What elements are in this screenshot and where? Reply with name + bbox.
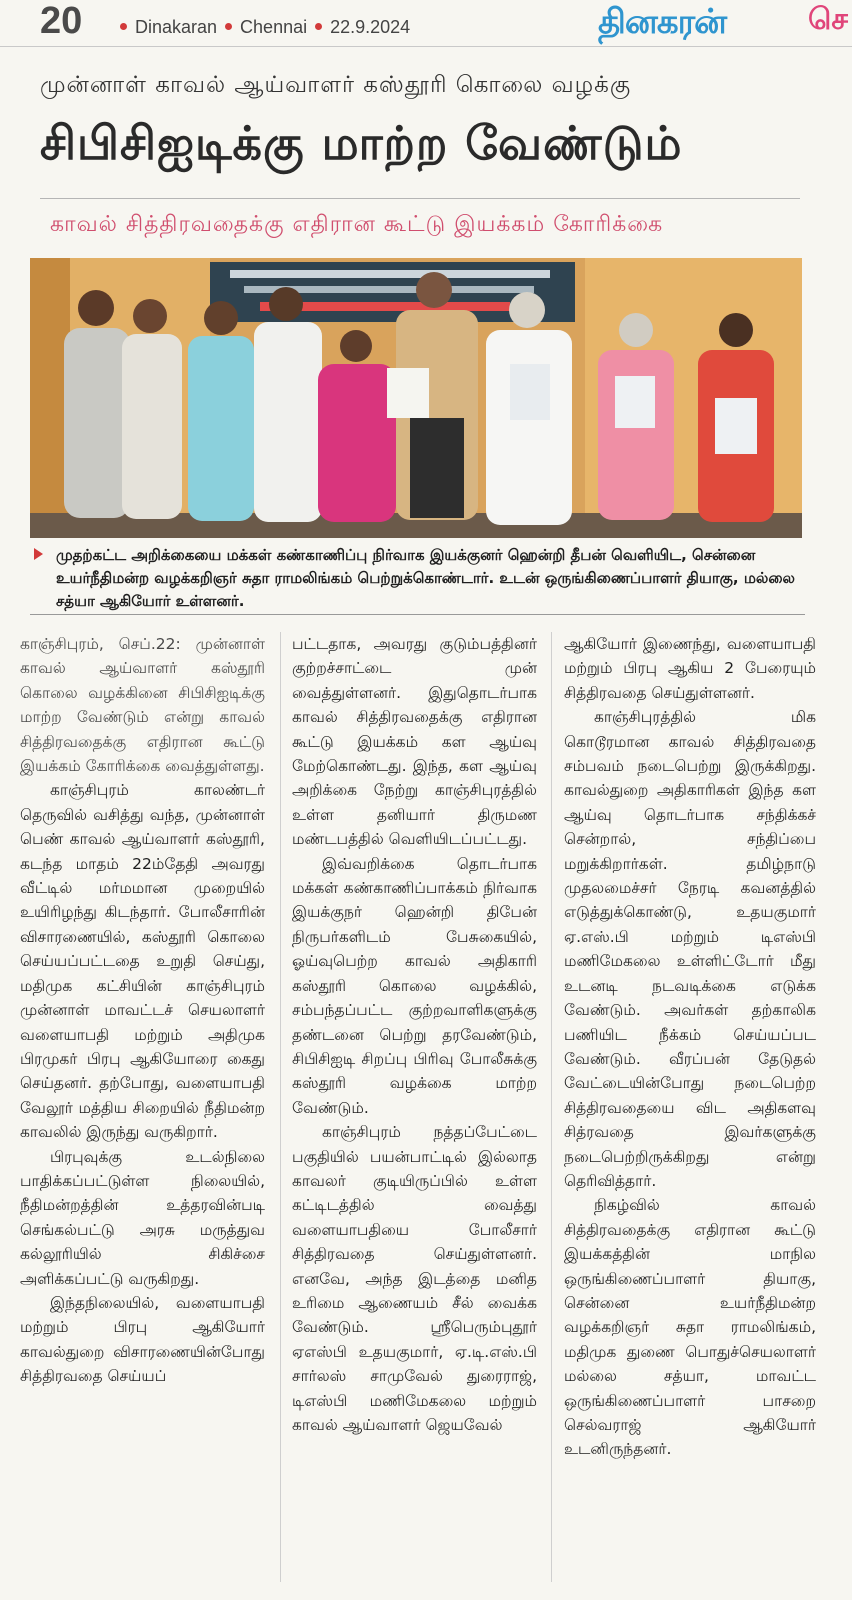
city-name: Chennai [240, 17, 308, 37]
paragraph: காஞ்சிபுரம் காலண்டர் தெருவில் வசித்து வந்த, முன்னாள் பெண் காவல் ஆய்வாளர் கஸ்தூரி, கடந்த மாதம் 22ம்தேதி அவரது வீட்டில் மர்மமான முறையில் உயிரிழந்து கிடந்தார். போலீசாரின் விசாரணையில், கஸ்தூரி கொலை செய்யப்பட்டதை உறுதி செய்து, மதிமுக கட்சியின் காஞ்சிபுரம் முன்னாள் மாவட்டச் செயலாளர் வளையாபதி மற்றும் அதிமுக பிரமுகர் பிரபு ஆகியோரை கைது செய்தனர். தற்போது, வளையாபதி வேலூர் மத்திய சிறையில் நீதிமன்ற காவலில் இருந்து வருகிறார். [20, 781, 265, 1142]
masthead [0, 0, 852, 47]
page-number: 20 [40, 0, 83, 42]
paragraph: ஆகியோர் இணைந்து, வளையாபதி மற்றும் பிரபு ஆகிய 2 பேரையும் சித்திரவதை செய்துள்ளனர். [564, 635, 816, 702]
paragraph: இவ்வறிக்கை தொடர்பாக மக்கள் கண்காணிப்பாக்கம் நிர்வாக இயக்குநர் ஹென்றி திபேன் நிருபர்களிடம் பேசுகையில், ஓய்வுபெற்ற காவல் அதிகாரி கஸ்தூரி கொலை வழக்கில், சம்பந்தப்பட்ட குற்றவாளிகளுக்கு தண்டனை பெற்று தரவேண்டும், சிபிசிஐடி சிறப்பு பிரிவு போலீசுக்கு கஸ்தூரி வழக்கை மாற்ற வேண்டும். [292, 854, 537, 1117]
group-photo-image [30, 258, 802, 538]
paragraph: காஞ்சிபுரம், செப்.22: முன்னாள் காவல் ஆய்வாளர் கஸ்தூரி கொலை வழக்கினை சிபிசிஐடிக்கு மாற்ற வேண்டும் என்று காவல் சித்திரவதைக்கு எதிரான கூட்டு இயக்கம் கோரிக்கை வைத்துள்ளது. [20, 635, 265, 776]
kicker: முன்னாள் காவல் ஆய்வாளர் கஸ்தூரி கொலை வழக்கு [40, 72, 632, 98]
article-column-1 [20, 632, 265, 1587]
paragraph: இந்தநிலையில், வளையாபதி மற்றும் பிரபு ஆகியோர் காவல்துறை விசாரணையின்போது சித்திரவதை செய்யப் [20, 1293, 265, 1386]
bullet-dot-icon [315, 23, 322, 30]
article-column-3 [564, 632, 816, 1587]
bullet-dot-icon [225, 23, 232, 30]
photo-caption [30, 544, 805, 615]
caption-arrow-icon [34, 548, 43, 560]
paragraph: காஞ்சிபுரத்தில் மிக கொடூரமான காவல் சித்திரவதை சம்பவம் நடைபெற்று இருக்கிறது. காவல்துறை அதிகாரிகள் இந்த கள ஆய்வு தொடர்பாக சந்திக்கச் சென்றால், சந்திப்பை மறுக்கிறார்கள். தமிழ்நாடு முதலமைச்சர் நேரடி கவனத்தில் எடுத்துக்கொண்டு, உதயகுமார் ஏ.எஸ்.பி மற்றும் டிஎஸ்பி மணிமேகலை உள்ளிட்டோர் மீது உடனடி நடவடிக்கை எடுக்க வேண்டும். அவர்கள் தற்காலிக பணியிட நீக்கம் செய்யப்பட வேண்டும். வீரப்பன் தேடுதல் வேட்டையின்போது நடைபெற்ற சித்திரவதையை விட அதிகளவு சித்ரவதை இவர்களுக்கு நடைபெற்றிருக்கிறது என்று தெரிவித்தார். [564, 708, 816, 1190]
issue-date: 22.9.2024 [330, 17, 411, 37]
brand-logo: தினகரன் [598, 2, 727, 42]
paragraph: பட்டதாக, அவரது குடும்பத்தினர் குற்றச்சாட்டை முன் வைத்துள்ளனர். இதுதொடர்பாக காவல் சித்திரவதைக்கு எதிரான கூட்டு இயக்கம் கள ஆய்வு மேற்கொண்டது. இந்த, கள ஆய்வு அறிக்கை நேற்று காஞ்சிபுரத்தில் உள்ள தனியார் திருமண மண்டபத்தில் வெளியிடப்பட்டது. [292, 635, 537, 849]
dateline [112, 17, 410, 38]
paragraph: நிகழ்வில் காவல் சித்திரவதைக்கு எதிரான கூட்டு இயக்கத்தின் மாநில ஒருங்கிணைப்பாளர் தியாகு, சென்னை உயர்நீதிமன்ற வழக்கறிஞர் சுதா ராமலிங்கம், மதிமுக துணை பொதுச்செயலாளர் மல்லை சத்யா, மாவட்ட ஒருங்கிணைப்பாளர் பாசறை செல்வராஜ் ஆகியோர் உடனிருந்தனர். [564, 1196, 816, 1459]
paragraph: பிரபுவுக்கு உடல்நிலை பாதிக்கப்பட்டுள்ள நிலையில், நீதிமன்றத்தின் உத்தரவின்படி செங்கல்பட்டு அரசு மருத்துவ கல்லூரியில் சிகிச்சை அளிக்கப்பட்டு வருகிறது. [20, 1147, 265, 1288]
subhead: காவல் சித்திரவதைக்கு எதிரான கூட்டு இயக்கம் கோரிக்கை [50, 212, 664, 237]
column-divider [280, 632, 281, 1582]
brand-fragment: செ [808, 2, 848, 37]
news-photo [30, 258, 802, 538]
bullet-dot-icon [120, 23, 127, 30]
paragraph: காஞ்சிபுரம் நத்தப்பேட்டை பகுதியில் பயன்பாட்டில் இல்லாத காவலர் குடியிருப்பில் உள்ள கட்டிடத்தில் வைத்து வளையாபதியை போலீசார் சித்திரவதை செய்துள்ளனர். எனவே, அந்த இடத்தை மனித உரிமை ஆணையம் சீல் வைக்க வேண்டும். ஸ்ரீபெரும்புதூர் ஏஎஸ்பி உதயகுமார், ஏ.டி.எஸ்.பி சார்லஸ் சாமுவேல் துரைராஜ், டிஎஸ்பி மணிமேகலை மற்றும் காவல் ஆய்வாளர் ஜெயவேல் [292, 1123, 537, 1434]
headline: சிபிசிஐடிக்கு மாற்ற வேண்டும் [40, 116, 683, 170]
divider [40, 198, 800, 199]
column-divider [551, 632, 552, 1582]
paper-name: Dinakaran [135, 17, 218, 37]
article-column-2 [292, 632, 537, 1587]
caption-text: முதற்கட்ட அறிக்கையை மக்கள் கண்காணிப்பு நிர்வாக இயக்குனர் ஹென்றி தீபன் வெளியிட, சென்னை உயர்நீதிமன்ற வழக்கறிஞர் சுதா ராமலிங்கம் பெற்றுக்கொண்டார். உடன் ஒருங்கிணைப்பாளர் தியாகு, மல்லை சத்யா ஆகியோர் உள்ளனர். [56, 546, 795, 610]
